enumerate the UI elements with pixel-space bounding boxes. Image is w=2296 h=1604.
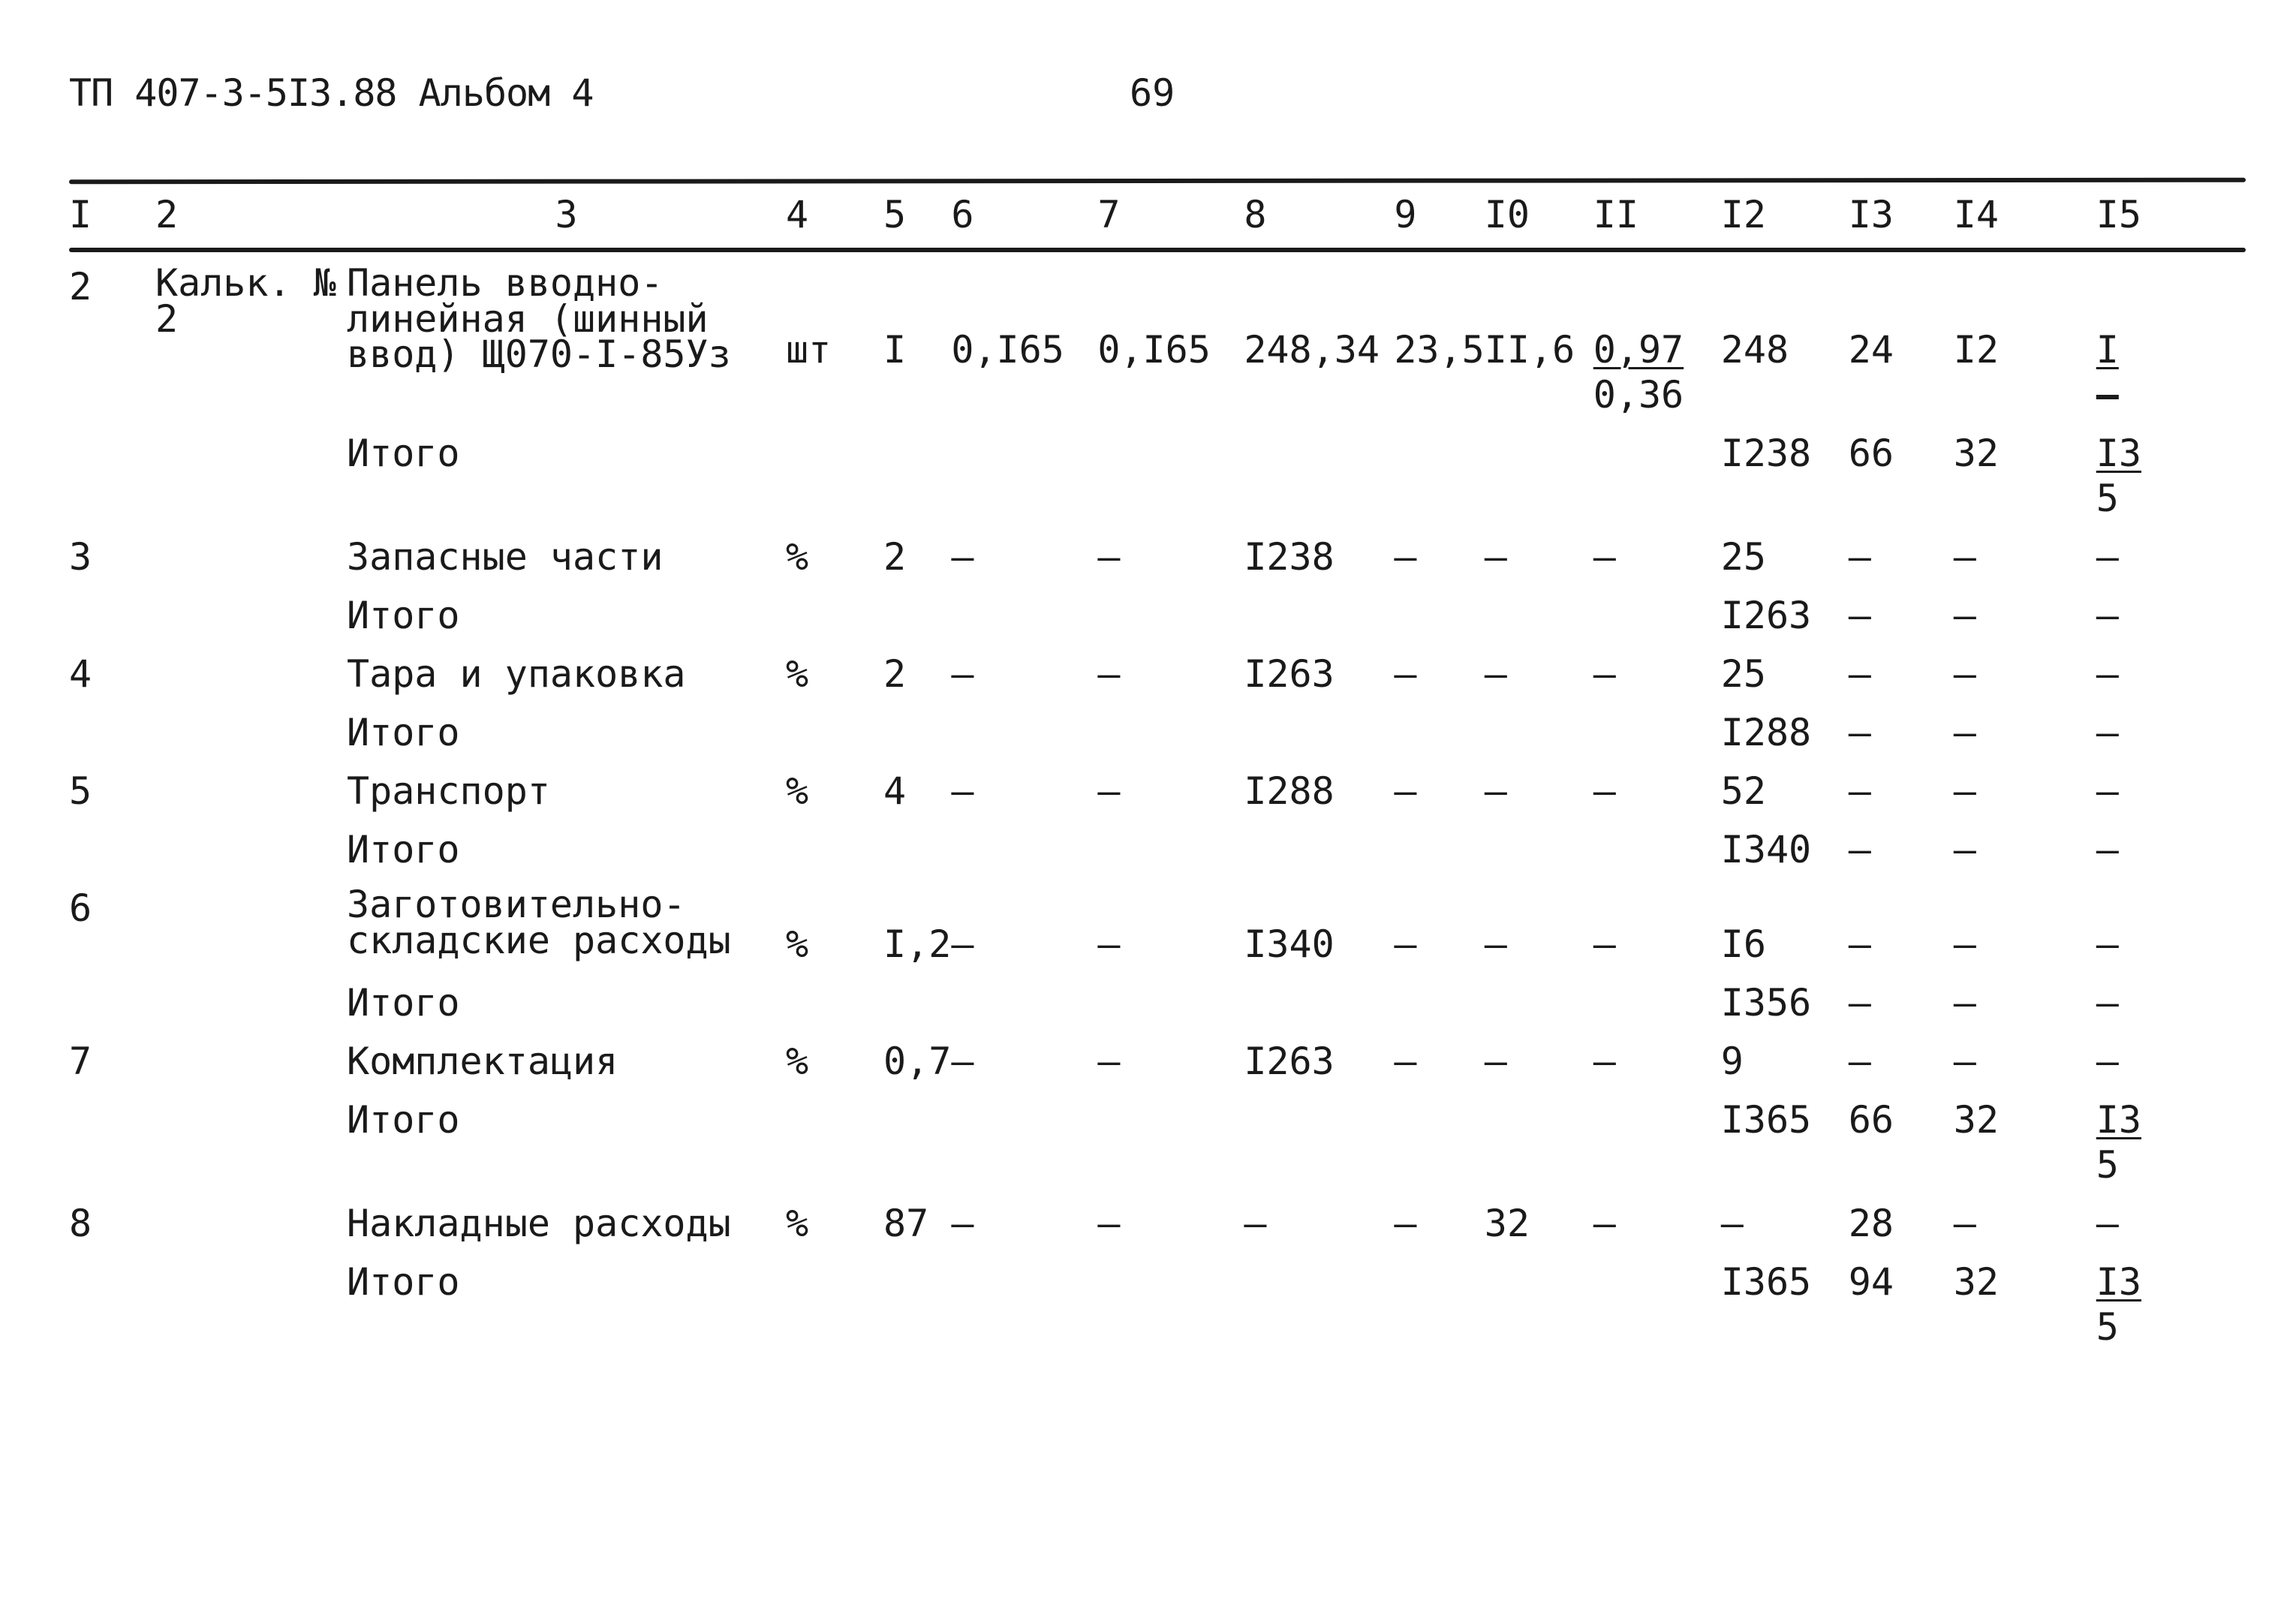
cell-c9: – bbox=[1394, 1202, 1417, 1245]
cell-position bbox=[69, 416, 155, 519]
cell-qty: 87 bbox=[883, 1202, 929, 1245]
cell-c7: – bbox=[1097, 769, 1121, 813]
cell-c15 bbox=[2096, 1082, 2250, 1186]
cell-c12: 52 bbox=[1720, 769, 1766, 813]
cell-unit: % bbox=[786, 922, 809, 966]
cell-description: Комплектация bbox=[347, 1040, 618, 1083]
cell-reference bbox=[155, 578, 347, 636]
cell-c6 bbox=[951, 416, 1097, 519]
cell-c7 bbox=[1097, 695, 1244, 754]
cell-position: 8 bbox=[69, 1202, 92, 1245]
cell-c13: 28 bbox=[1848, 1202, 1894, 1245]
cell-unit bbox=[786, 578, 883, 636]
cell-reference bbox=[155, 1024, 347, 1082]
cell-c14: I2 bbox=[1953, 328, 1999, 372]
cell-unit: % bbox=[786, 535, 809, 579]
cell-reference bbox=[155, 416, 347, 519]
table-row bbox=[69, 519, 2250, 578]
cell-qty bbox=[883, 1244, 951, 1348]
cell-c13: – bbox=[1848, 535, 1871, 579]
cell-unit bbox=[786, 812, 883, 871]
cell-c9 bbox=[1394, 812, 1484, 871]
cell-description: Итого bbox=[347, 828, 460, 871]
table-row bbox=[69, 416, 2250, 519]
cell-c8 bbox=[1244, 416, 1394, 519]
cell-unit: % bbox=[786, 1202, 809, 1245]
cell-c10: – bbox=[1484, 1040, 1507, 1083]
cell-c6: – bbox=[951, 922, 974, 966]
cell-c13: – bbox=[1848, 922, 1871, 966]
cell-description: Итого bbox=[347, 432, 460, 475]
cell-c11 bbox=[1593, 965, 1721, 1024]
cell-description: Тара и упаковка bbox=[347, 652, 686, 696]
cell-c11: – bbox=[1593, 922, 1616, 966]
cell-c12: I365 bbox=[1720, 1260, 1812, 1304]
cell-c8 bbox=[1244, 695, 1394, 754]
cell-description: Итого bbox=[347, 1260, 460, 1304]
cell-c13: – bbox=[1848, 769, 1871, 813]
cell-c12: I6 bbox=[1720, 922, 1766, 966]
col-header-7: 7 bbox=[1097, 193, 1121, 236]
cell-c10 bbox=[1485, 1244, 1593, 1348]
cell-c12: I288 bbox=[1720, 711, 1812, 754]
cell-c9: 23,5 bbox=[1394, 328, 1485, 372]
cell-c13: 66 bbox=[1848, 432, 1894, 475]
cell-position bbox=[69, 1244, 155, 1348]
cell-reference bbox=[155, 1244, 347, 1348]
col-header-6: 6 bbox=[951, 193, 974, 236]
col-header-11: II bbox=[1593, 193, 1638, 236]
cell-reference: Кальк. № 2 bbox=[155, 261, 336, 341]
cell-c14: 32 bbox=[1953, 432, 1999, 475]
cell-c11 bbox=[1593, 416, 1721, 519]
col-header-12: I2 bbox=[1720, 193, 1766, 236]
cell-c6 bbox=[951, 695, 1097, 754]
col-header-14: I4 bbox=[1953, 193, 1999, 236]
cell-c10: II,6 bbox=[1484, 328, 1575, 372]
cell-c7 bbox=[1097, 1244, 1244, 1348]
cell-position bbox=[69, 578, 155, 636]
cell-qty: 0,7 bbox=[883, 1040, 952, 1083]
col-header-4: 4 bbox=[786, 193, 809, 236]
cell-position bbox=[69, 812, 155, 871]
cell-qty bbox=[883, 965, 951, 1024]
col-header-2: 2 bbox=[155, 193, 179, 236]
cell-c9 bbox=[1394, 1082, 1484, 1186]
cell-c14: – bbox=[1953, 1202, 1976, 1245]
cell-c9 bbox=[1394, 695, 1484, 754]
cell-c6: – bbox=[951, 769, 974, 813]
cell-c10: – bbox=[1484, 769, 1507, 813]
cell-c15: – bbox=[2096, 652, 2119, 696]
cell-description: Запасные части bbox=[347, 535, 664, 579]
cell-c15-top: I3 bbox=[2096, 1098, 2141, 1142]
cell-reference bbox=[155, 636, 347, 695]
cell-reference bbox=[155, 754, 347, 812]
cell-c10 bbox=[1485, 965, 1593, 1024]
cell-c10 bbox=[1485, 695, 1593, 754]
cell-unit bbox=[786, 695, 883, 754]
cell-qty: I bbox=[883, 328, 907, 372]
cell-unit bbox=[786, 416, 883, 519]
cell-reference bbox=[155, 871, 347, 965]
cell-c6 bbox=[951, 1082, 1097, 1186]
cell-c13: 94 bbox=[1848, 1260, 1894, 1304]
cell-c7: – bbox=[1097, 922, 1121, 966]
cell-c10: – bbox=[1484, 922, 1507, 966]
cell-c11: – bbox=[1593, 1202, 1616, 1245]
cell-c8: I263 bbox=[1244, 652, 1335, 696]
cell-c9 bbox=[1394, 416, 1484, 519]
cell-unit: % bbox=[786, 652, 809, 696]
cell-c11: – bbox=[1593, 769, 1616, 813]
col-header-15: I5 bbox=[2096, 193, 2141, 236]
cell-c7: – bbox=[1097, 535, 1121, 579]
cell-c7: – bbox=[1097, 1040, 1121, 1083]
col-header-5: 5 bbox=[883, 193, 907, 236]
cell-reference bbox=[155, 1186, 347, 1244]
table-row bbox=[69, 578, 2250, 636]
cell-c10: – bbox=[1484, 535, 1507, 579]
cell-c6: – bbox=[951, 652, 974, 696]
cell-unit bbox=[786, 1082, 883, 1186]
cell-position bbox=[69, 695, 155, 754]
cell-c7: – bbox=[1097, 1202, 1121, 1245]
cell-c8 bbox=[1244, 578, 1394, 636]
cell-c15: – bbox=[2096, 922, 2119, 966]
col-header-10: I0 bbox=[1484, 193, 1530, 236]
cell-unit bbox=[786, 1244, 883, 1348]
col-header-3: 3 bbox=[555, 193, 578, 236]
cell-c14: – bbox=[1953, 652, 1976, 696]
cell-c10 bbox=[1485, 812, 1593, 871]
cell-c7 bbox=[1097, 965, 1244, 1024]
table-row bbox=[69, 1024, 2250, 1082]
cell-c10 bbox=[1485, 1082, 1593, 1186]
cell-qty: 2 bbox=[883, 652, 907, 696]
cell-c11: – bbox=[1593, 535, 1616, 579]
cell-c10 bbox=[1485, 578, 1593, 636]
cell-c9: – bbox=[1394, 1040, 1417, 1083]
cell-unit: шт bbox=[786, 328, 832, 372]
cell-c15: – bbox=[2096, 711, 2119, 754]
cell-unit: % bbox=[786, 769, 809, 813]
cell-c12: I356 bbox=[1720, 981, 1812, 1025]
cell-c11 bbox=[1593, 249, 1721, 416]
cell-c6 bbox=[951, 1244, 1097, 1348]
col-header-13: I3 bbox=[1848, 193, 1894, 236]
cell-c6: – bbox=[951, 1202, 974, 1245]
cell-c15-top: I3 bbox=[2096, 1260, 2141, 1304]
cell-c8 bbox=[1244, 1082, 1394, 1186]
cell-c6: – bbox=[951, 535, 974, 579]
estimate-table bbox=[69, 180, 2250, 1348]
cell-c6: 0,I65 bbox=[951, 328, 1064, 372]
col-header-1: I bbox=[69, 193, 92, 236]
cell-reference bbox=[155, 965, 347, 1024]
cell-c8: I288 bbox=[1244, 769, 1335, 813]
cell-c7 bbox=[1097, 812, 1244, 871]
cell-c14: – bbox=[1953, 828, 1976, 871]
cell-c10: 32 bbox=[1484, 1202, 1530, 1245]
cell-c7 bbox=[1097, 1082, 1244, 1186]
cell-position: 3 bbox=[69, 535, 92, 579]
cell-c9 bbox=[1394, 1244, 1484, 1348]
cell-qty: I,2 bbox=[883, 922, 952, 966]
cell-c13: – bbox=[1848, 1040, 1871, 1083]
cell-description: Заготовительно-складские расходы bbox=[347, 883, 731, 962]
cell-c12: 248 bbox=[1720, 328, 1789, 372]
cell-c6: – bbox=[951, 1040, 974, 1083]
cell-c14: – bbox=[1953, 535, 1976, 579]
cell-position: 6 bbox=[69, 886, 92, 930]
cell-c13: – bbox=[1848, 594, 1871, 637]
cell-c15: – bbox=[2096, 594, 2119, 637]
cell-position: 5 bbox=[69, 769, 92, 813]
cell-c12: I263 bbox=[1720, 594, 1812, 637]
cell-c11 bbox=[1593, 695, 1721, 754]
cell-c14: 32 bbox=[1953, 1098, 1999, 1142]
cell-c15-bottom: 5 bbox=[2096, 1143, 2119, 1187]
cell-description: Итого bbox=[347, 1098, 460, 1142]
cell-position: 4 bbox=[69, 652, 92, 696]
cell-c14: – bbox=[1953, 922, 1976, 966]
cell-c8: I340 bbox=[1244, 922, 1335, 966]
cell-c13: 66 bbox=[1848, 1098, 1894, 1142]
document-code: ТП 407-3-5I3.88 Альбом 4 bbox=[69, 71, 594, 115]
cell-c14: – bbox=[1953, 1040, 1976, 1083]
cell-c12: I365 bbox=[1720, 1098, 1812, 1142]
cell-c13: – bbox=[1848, 652, 1871, 696]
table-row bbox=[69, 871, 2250, 965]
cell-c9: – bbox=[1394, 535, 1417, 579]
table-row bbox=[69, 754, 2250, 812]
cell-description: Накладные расходы bbox=[347, 1202, 731, 1245]
cell-c8: I238 bbox=[1244, 535, 1335, 579]
cell-c12: I340 bbox=[1720, 828, 1812, 871]
table-row bbox=[69, 812, 2250, 871]
table-row bbox=[69, 965, 2250, 1024]
cell-c11 bbox=[1593, 1244, 1721, 1348]
cell-c8: 248,34 bbox=[1244, 328, 1380, 372]
table-row bbox=[69, 1244, 2250, 1348]
cell-c15-top: I bbox=[2096, 328, 2119, 372]
cell-c7 bbox=[1097, 578, 1244, 636]
cell-qty: 4 bbox=[883, 769, 907, 813]
cell-c15: – bbox=[2096, 828, 2119, 871]
cell-c15: – bbox=[2096, 981, 2119, 1025]
cell-c14: – bbox=[1953, 981, 1976, 1025]
cell-unit: % bbox=[786, 1040, 809, 1083]
cell-qty bbox=[883, 416, 951, 519]
cell-c11: – bbox=[1593, 652, 1616, 696]
table-row bbox=[69, 695, 2250, 754]
cell-reference bbox=[155, 812, 347, 871]
cell-c8 bbox=[1244, 1244, 1394, 1348]
cell-c15 bbox=[2096, 1244, 2250, 1348]
cell-c15-top: I3 bbox=[2096, 432, 2141, 475]
col-header-9: 9 bbox=[1394, 193, 1417, 236]
cell-c13: – bbox=[1848, 981, 1871, 1025]
cell-c12: – bbox=[1720, 1202, 1744, 1245]
cell-qty: 2 bbox=[883, 535, 907, 579]
cell-c11 bbox=[1593, 812, 1721, 871]
cell-c15: – bbox=[2096, 769, 2119, 813]
cell-c15-bottom: – bbox=[2096, 373, 2119, 417]
cell-description: Итого bbox=[347, 594, 460, 637]
cell-position bbox=[69, 965, 155, 1024]
cell-c8 bbox=[1244, 965, 1394, 1024]
cell-c9 bbox=[1394, 965, 1484, 1024]
cell-c8: – bbox=[1244, 1202, 1267, 1245]
column-number-row bbox=[69, 180, 2250, 249]
cell-position: 2 bbox=[69, 265, 92, 308]
cell-c15 bbox=[2096, 416, 2250, 519]
cell-c15: – bbox=[2096, 1040, 2119, 1083]
table-row bbox=[69, 1186, 2250, 1244]
cell-c6 bbox=[951, 578, 1097, 636]
table-row bbox=[69, 636, 2250, 695]
cell-c15: – bbox=[2096, 1202, 2119, 1245]
cell-c6 bbox=[951, 965, 1097, 1024]
cell-qty bbox=[883, 695, 951, 754]
cell-reference bbox=[155, 695, 347, 754]
cell-position bbox=[69, 1082, 155, 1186]
cell-c15 bbox=[2096, 249, 2250, 416]
cell-description: Транспорт bbox=[347, 769, 550, 813]
cell-c11 bbox=[1593, 1082, 1721, 1186]
page-number: 69 bbox=[1130, 71, 1175, 115]
cell-c11 bbox=[1593, 578, 1721, 636]
cell-c11-bottom: 0,36 bbox=[1593, 373, 1684, 417]
cell-c14: 32 bbox=[1953, 1260, 1999, 1304]
cell-unit bbox=[786, 965, 883, 1024]
cell-c12: 9 bbox=[1720, 1040, 1744, 1083]
cell-position: 7 bbox=[69, 1040, 92, 1083]
cell-description: Итого bbox=[347, 981, 460, 1025]
cell-c9: – bbox=[1394, 769, 1417, 813]
cell-qty bbox=[883, 1082, 951, 1186]
cell-c11-top: 0,97 bbox=[1593, 328, 1684, 372]
cell-c9: – bbox=[1394, 922, 1417, 966]
cell-c9: – bbox=[1394, 652, 1417, 696]
cell-c13: – bbox=[1848, 711, 1871, 754]
cell-c10 bbox=[1485, 416, 1593, 519]
cell-c6 bbox=[951, 812, 1097, 871]
cell-description: Панель вводно-линейная (шинный ввод) Щ070-I-85Уз bbox=[347, 261, 731, 376]
cell-qty bbox=[883, 812, 951, 871]
cell-c15-bottom: 5 bbox=[2096, 1305, 2119, 1349]
cell-c15: – bbox=[2096, 535, 2119, 579]
cell-c7: – bbox=[1097, 652, 1121, 696]
cell-c8 bbox=[1244, 812, 1394, 871]
table-row bbox=[69, 249, 2250, 416]
cell-c13: – bbox=[1848, 828, 1871, 871]
cell-description: Итого bbox=[347, 711, 460, 754]
cell-c12: 25 bbox=[1720, 652, 1766, 696]
cell-c11: – bbox=[1593, 1040, 1616, 1083]
cell-c15-bottom: 5 bbox=[2096, 477, 2119, 520]
cell-c9 bbox=[1394, 578, 1484, 636]
cell-c10: – bbox=[1484, 652, 1507, 696]
cell-qty bbox=[883, 578, 951, 636]
cell-c7 bbox=[1097, 416, 1244, 519]
cell-c13: 24 bbox=[1848, 328, 1894, 372]
cell-c7: 0,I65 bbox=[1097, 328, 1211, 372]
cell-reference bbox=[155, 1082, 347, 1186]
cell-reference bbox=[155, 519, 347, 578]
cell-c14: – bbox=[1953, 594, 1976, 637]
cell-c12: I238 bbox=[1720, 432, 1812, 475]
table-row bbox=[69, 1082, 2250, 1186]
col-header-8: 8 bbox=[1244, 193, 1267, 236]
cell-c8: I263 bbox=[1244, 1040, 1335, 1083]
cell-c12: 25 bbox=[1720, 535, 1766, 579]
cell-c14: – bbox=[1953, 769, 1976, 813]
cell-c14: – bbox=[1953, 711, 1976, 754]
